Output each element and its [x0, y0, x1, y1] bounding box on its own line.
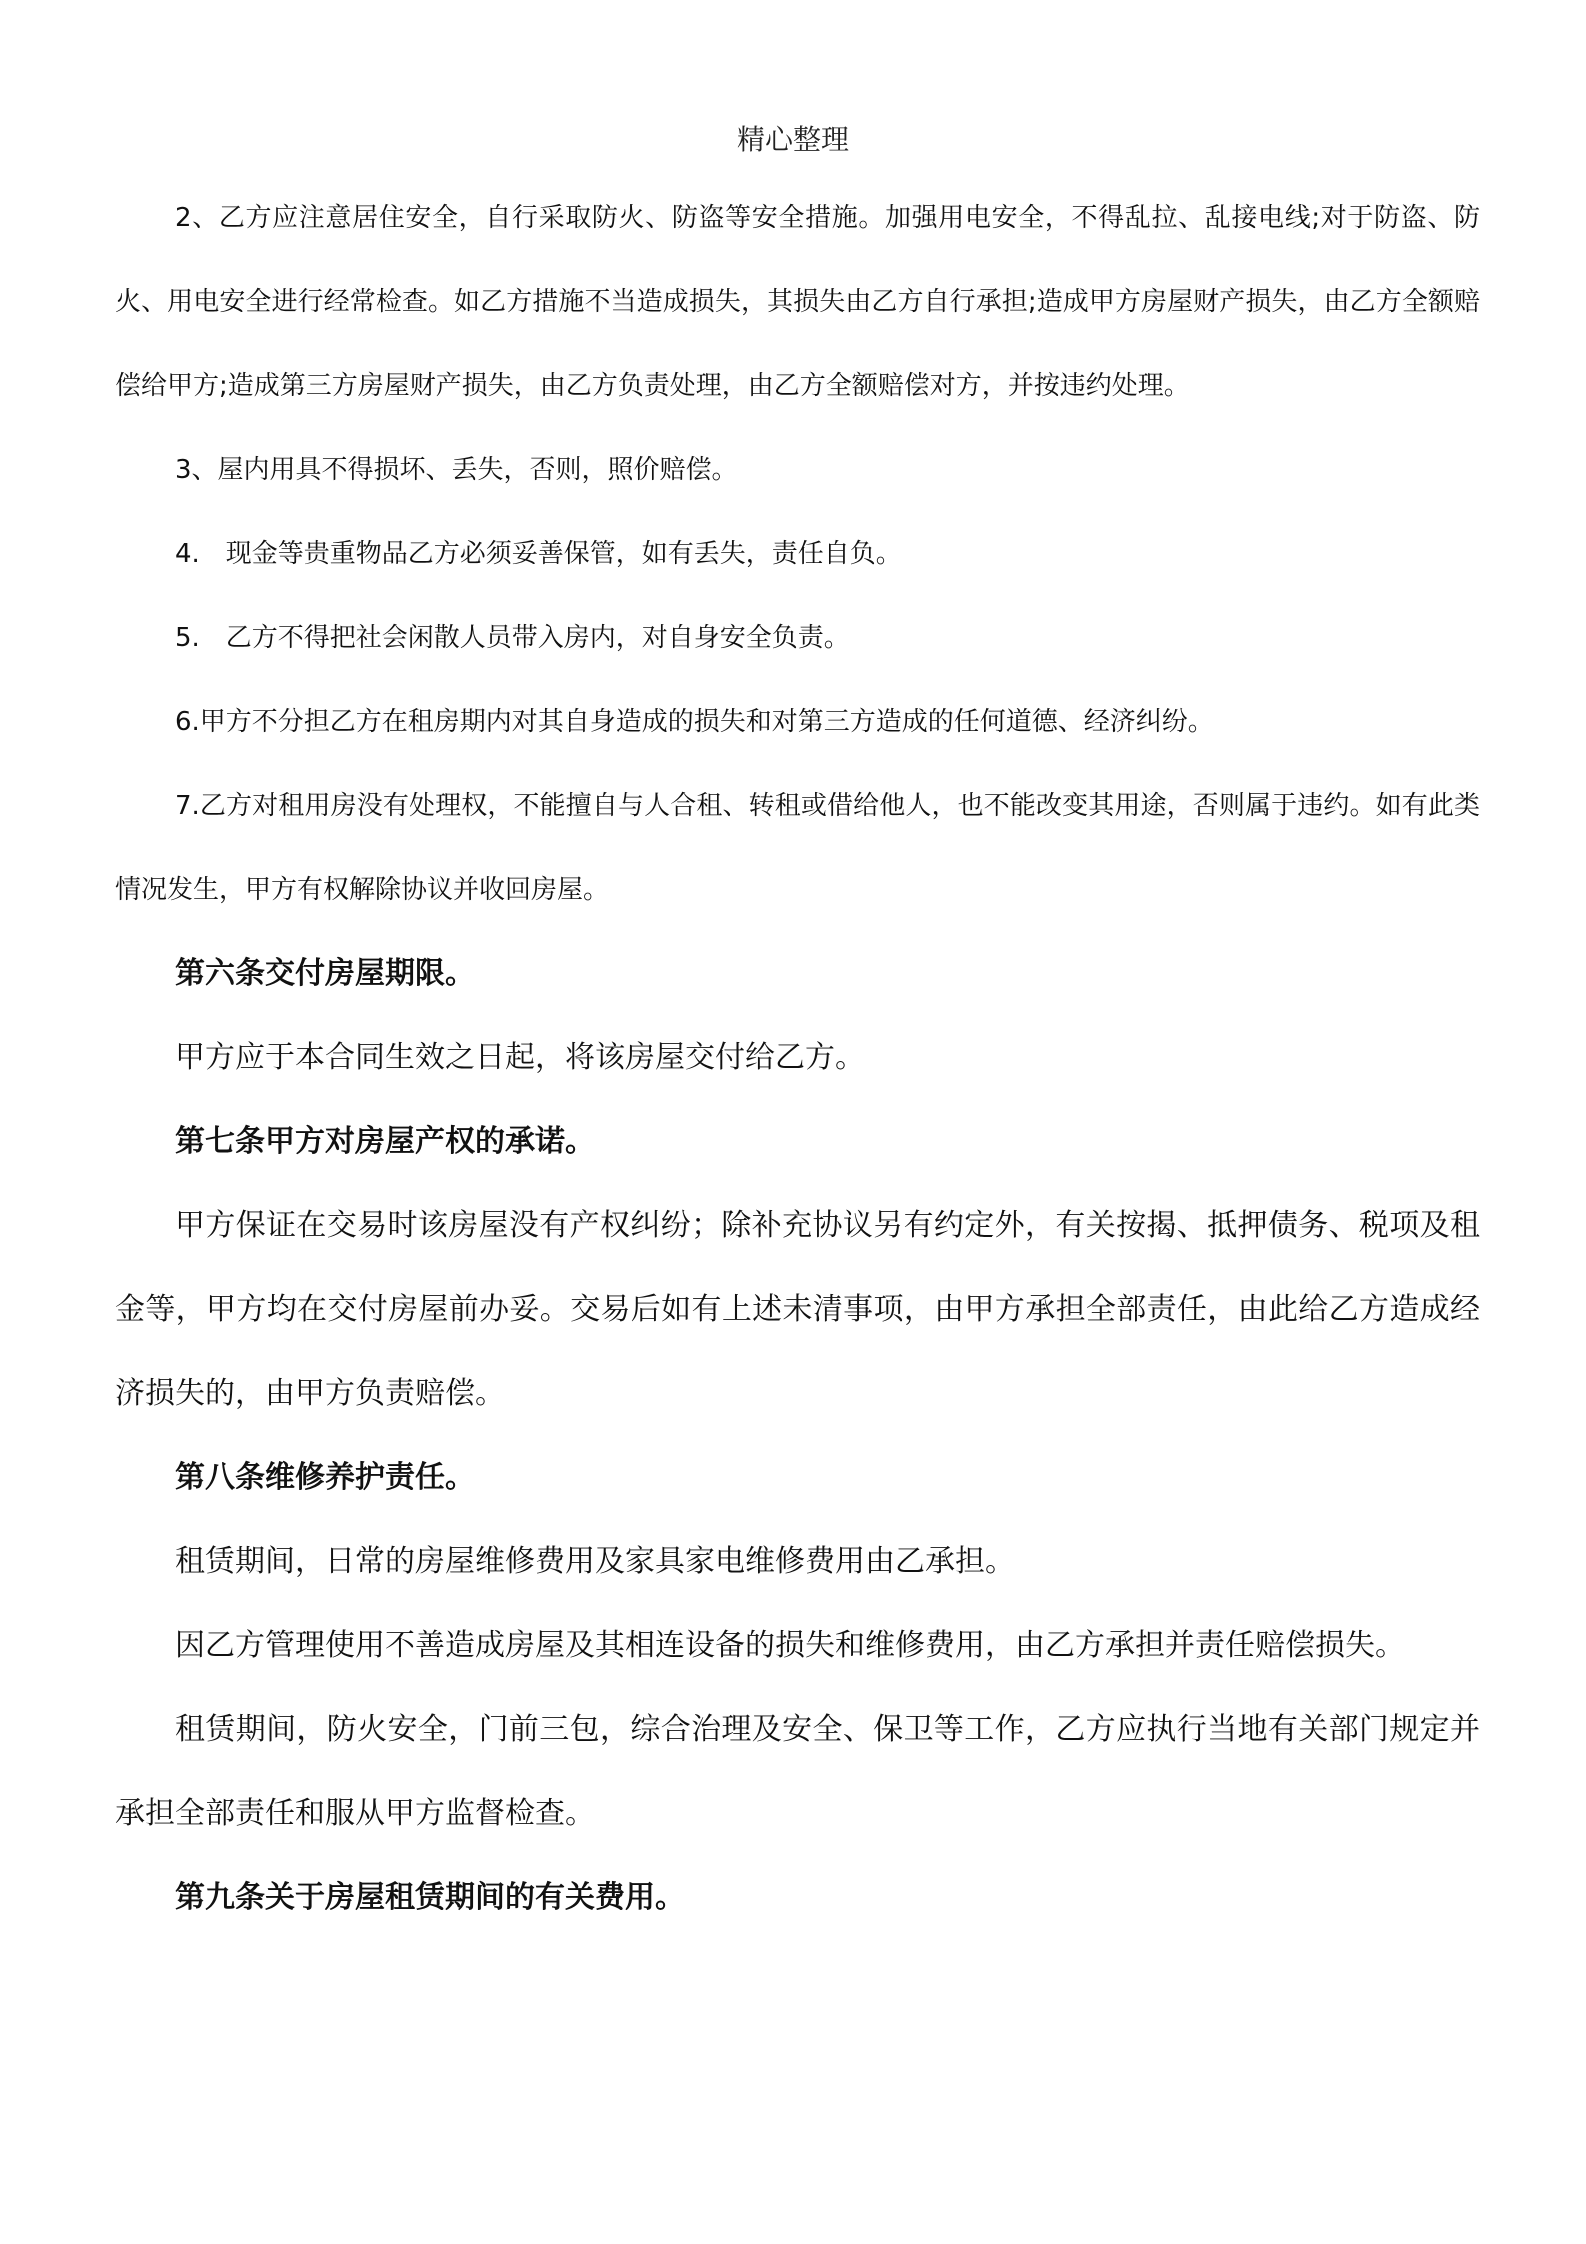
- article-8-body-1: 租赁期间，日常的房屋维修费用及家具家电维修费用由乙承担。: [175, 1544, 1015, 1579]
- article-9-heading: 第九条关于房屋租赁期间的有关费用。: [175, 1880, 685, 1915]
- clause-6: 6.甲方不分担乙方在租房期内对其自身造成的损失和对第三方造成的任何道德、经济纠纷。: [175, 707, 1214, 737]
- article-7-heading: 第七条甲方对房屋产权的承诺。: [175, 1124, 595, 1159]
- clause-5: 5. 乙方不得把社会闲散人员带入房内，对自身安全负责。: [175, 623, 850, 653]
- article-8-heading: 第八条维修养护责任。: [175, 1460, 475, 1495]
- article-7-body: 甲方保证在交易时该房屋没有产权纠纷；除补充协议另有约定外，有关按揭、抵押债务、税项及租金等，甲方均在交付房屋前办妥。交易后如有上述未清事项，由甲方承担全部责任，由此给乙方造成经济损失的，由甲方负责赔偿。: [115, 1208, 1480, 1411]
- article-8-body-3: 租赁期间，防火安全，门前三包，综合治理及安全、保卫等工作，乙方应执行当地有关部门规定并承担全部责任和服从甲方监督检查。: [115, 1712, 1480, 1831]
- clause-3: 3、屋内用具不得损坏、丢失，否则，照价赔偿。: [175, 455, 738, 485]
- article-6-heading: 第六条交付房屋期限。: [175, 956, 475, 991]
- page-header: 精心整理: [736, 123, 849, 156]
- article-8-body-2: 因乙方管理使用不善造成房屋及其相连设备的损失和维修费用，由乙方承担并责任赔偿损失。: [175, 1628, 1405, 1663]
- clause-4: 4. 现金等贵重物品乙方必须妥善保管，如有丢失，责任自负。: [175, 539, 902, 569]
- document-body: [115, 176, 1480, 1940]
- article-6-body: 甲方应于本合同生效之日起，将该房屋交付给乙方。: [175, 1040, 865, 1075]
- clause-2: 2、乙方应注意居住安全，自行采取防火、防盗等安全措施。加强用电安全，不得乱拉、乱接电线;对于防盗、防火、用电安全进行经常检查。如乙方措施不当造成损失，其损失由乙方自行承担;造成甲方房屋财产损失，由乙方全额赔偿给甲方;造成第三方房屋财产损失，由乙方负责处理，由乙方全额赔偿对方，并按违约处理。: [115, 203, 1480, 401]
- clause-7: 7.乙方对租用房没有处理权，不能擅自与人合租、转租或借给他人，也不能改变其用途，否则属于违约。如有此类情况发生，甲方有权解除协议并收回房屋。: [115, 791, 1480, 905]
